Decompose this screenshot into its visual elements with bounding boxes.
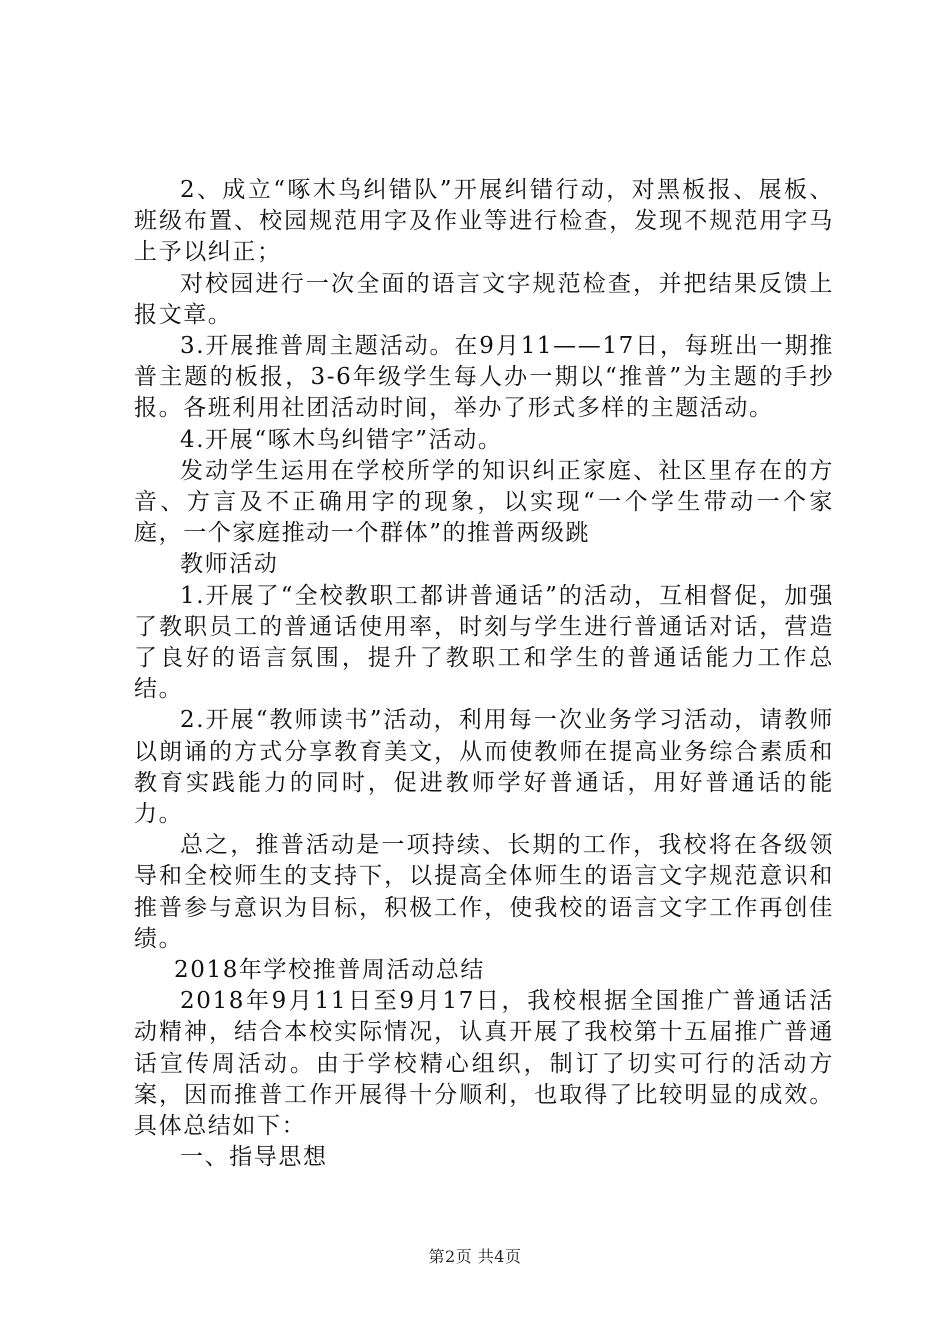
paragraph-staff-mandarin: 1.开展了“全校教职工都讲普通话”的活动，互相督促，加强了教职员工的普通话使用率，时刻与学生进行普通话对话，营造了良好的语言氛围，提升了教职工和学生的普通话能力工作总结。 [134,582,834,703]
section-title: 2018年学校推普周活动总结 [174,957,485,984]
paragraph-student-mobilization: 发动学生运用在学校所学的知识纠正家庭、社区里存在的方音、方言及不正确用字的现象，以实现“一个学生带动一个家庭，一个家庭推动一个群体”的推普两级跳 [134,457,834,547]
document-body [134,175,834,1174]
paragraph-teacher-reading: 2.开展“教师读书”活动，利用每一次业务学习活动，请教师以朗诵的方式分享教育美文，从而使教师在提高业务综合素质和教育实践能力的同时，促进教师学好普通话，用好普通话的能力。 [134,707,834,828]
heading-teacher-activities: 教师活动 [180,551,279,578]
paragraph-woodpecker-activity: 4.开展“啄木鸟纠错字”活动。 [180,426,503,453]
page-footer: 第2页 共4页 [428,1247,522,1266]
paragraph-conclusion: 总之，推普活动是一项持续、长期的工作，我校将在各级领导和全校师生的支持下，以提高全体师生的语言文字规范意识和推普参与意识为目标，积极工作，使我校的语言文字工作再创佳绩。 [134,832,834,952]
paragraph-theme-week: 3.开展推普周主题活动。在9月11——17日，每班出一期推普主题的板报，3-6年级学生每人办一期以“推普”为主题的手抄报。各班利用社团活动时间，举办了形式多样的主题活动。 [134,333,834,422]
heading-guiding-thought: 一、指导思想 [180,1144,328,1171]
paragraph-correction-team: 2、成立“啄木鸟纠错队”开展纠错行动，对黑板报、展板、班级布置、校园规范用字及作业等进行检查，发现不规范用字马上予以纠正； [134,177,834,266]
paragraph-summary-intro: 2018年9月11日至9月17日，我校根据全国推广普通话活动精神，结合本校实际情况，认真开展了我校第十五届推广普通话宣传周活动。由于学校精心组织，制订了切实可行的活动方案，因而推普工作开展得十分顺利，也取得了比较明显的成效。具体总结如下： [134,988,834,1140]
paragraph-campus-check: 对校园进行一次全面的语言文字规范检查，并把结果反馈上报文章。 [134,270,834,328]
